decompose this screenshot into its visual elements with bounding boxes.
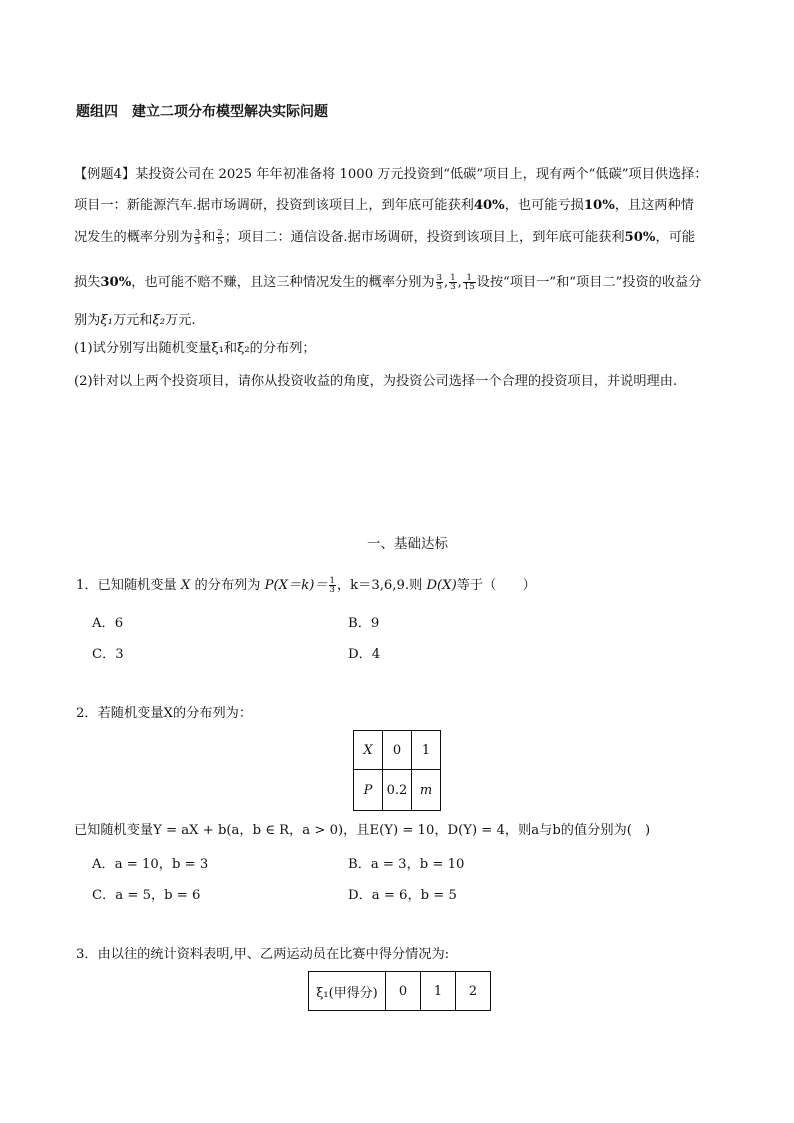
- text: 和: [202, 230, 216, 245]
- table-cell: 0.2: [383, 770, 412, 811]
- fraction: [463, 274, 476, 291]
- table-row: [354, 770, 441, 811]
- question-2-stem: [76, 705, 252, 722]
- fraction: [194, 229, 201, 246]
- denominator: 5: [436, 282, 442, 292]
- example-line-5: [74, 312, 196, 329]
- percent: 10%: [583, 198, 615, 213]
- variance-expression: D(X): [426, 578, 457, 593]
- cell-text: m: [419, 782, 433, 798]
- text: ；项目二：通信设备.据市场调研，投资到该项目上，到年底可能获利: [224, 230, 625, 245]
- text: 的分布列为: [190, 578, 265, 593]
- table-cell: ξ₁(甲得分): [309, 972, 386, 1011]
- numerator: 2: [217, 228, 223, 238]
- numerator: 1: [450, 273, 456, 283]
- text: ，k＝3,6,9.则: [336, 578, 427, 593]
- q1-option-d[interactable]: D．4: [348, 647, 381, 662]
- table-cell: [412, 770, 441, 811]
- example-line-2: [74, 197, 694, 214]
- numerator: 1: [463, 274, 476, 283]
- text: ，且这两种情: [614, 198, 694, 213]
- text: ，也可能亏损: [504, 198, 584, 213]
- q2-option-c[interactable]: C．a = 5，b = 6: [92, 888, 201, 903]
- group-heading: 题组四 建立二项分布模型解决实际问题: [76, 104, 328, 120]
- numerator: 1: [329, 576, 335, 586]
- section-title: 一、基础达标: [367, 536, 448, 552]
- text: 设按“项目一”和“项目二”投资的收益分: [476, 275, 702, 290]
- text: 已知随机变量: [97, 578, 181, 593]
- example-text: 某投资公司在 2025 年年初准备将 1000 万元投资到“低碳”项目上，现有两个“低碳”项目供选择：: [135, 167, 708, 182]
- example-line-4: 损失30%，也可能不赔不赚，且这三种情况发生的概率分别为 $\frac{3}{5}$ , $\frac{1}{3}$ , $\frac{1}{15}$ 设按“项目一”和“项目二”投资的收益分: [74, 273, 702, 292]
- fraction: [449, 274, 456, 291]
- table-cell: 2: [456, 972, 491, 1011]
- denominator: 5: [194, 237, 201, 247]
- q1-option-a[interactable]: A．6: [92, 616, 124, 631]
- example-question-2: (2)针对以上两个投资项目，请你从投资收益的角度，为投资公司选择一个合理的投资项目，并说明理由.: [74, 374, 678, 389]
- text: 若随机变量X的分布列为：: [97, 706, 253, 721]
- question-number: 2．: [76, 706, 98, 721]
- table-row: [309, 972, 491, 1011]
- text: 万元和: [112, 313, 153, 328]
- percent: 50%: [624, 230, 656, 245]
- text: 损失: [74, 275, 101, 290]
- q3-score-table: [308, 971, 491, 1011]
- text: ，可能: [655, 230, 695, 245]
- table-cell: 0: [386, 972, 421, 1011]
- fraction: [216, 229, 223, 246]
- example-line-3: [74, 229, 695, 246]
- fraction: [436, 274, 443, 291]
- text: 等于（ ）: [456, 578, 536, 593]
- table-cell: 1: [412, 731, 441, 770]
- fraction: [329, 577, 336, 594]
- denominator: 3: [450, 282, 456, 292]
- question-number: 1．: [76, 578, 98, 593]
- q2-distribution-table: [353, 730, 441, 811]
- table-cell: 0: [383, 731, 412, 770]
- question-2-condition: 已知随机变量Y = aX + b(a，b ∈ R，a > 0)，且E(Y) = 10，D(Y) = 4，则a与b的值分别为( ): [74, 823, 651, 838]
- xi-2: ξ₂: [152, 313, 166, 328]
- text: 万元.: [165, 313, 196, 328]
- example-line-1: [74, 166, 708, 183]
- q1-option-c[interactable]: C．3: [92, 647, 124, 662]
- question-1-stem: [76, 577, 536, 594]
- table-cell: 1: [421, 972, 456, 1011]
- percent: 30%: [100, 275, 132, 290]
- variable: X: [180, 578, 191, 593]
- table-cell: [354, 770, 383, 811]
- q1-option-b[interactable]: B．9: [348, 616, 380, 631]
- cell-text: X: [363, 742, 373, 758]
- q2-option-b[interactable]: B．a = 3，b = 10: [348, 857, 465, 872]
- cell-text: P: [363, 782, 373, 798]
- percent: 40%: [473, 198, 505, 213]
- q2-option-a[interactable]: A．a = 10，b = 3: [92, 857, 209, 872]
- denominator: 5: [217, 237, 223, 247]
- text: 由以往的统计资料表明,甲、乙两运动员在比赛中得分情况为:: [97, 947, 450, 962]
- denominator: 15: [463, 282, 475, 292]
- table-cell: [354, 731, 383, 770]
- denominator: 3: [329, 585, 335, 595]
- question-number: 3．: [76, 947, 98, 962]
- numerator: 3: [436, 273, 442, 283]
- probability-expression: P(X＝k)＝: [264, 578, 328, 593]
- text: 项目一：新能源汽车.据市场调研，投资到该项目上，到年底可能获利: [74, 198, 474, 213]
- numerator: 3: [194, 228, 201, 238]
- text: ，也可能不赔不赚，且这三种情况发生的概率分别为: [131, 275, 435, 290]
- text: 别为: [74, 313, 101, 328]
- example-question-1: (1)试分别写出随机变量ξ₁和ξ₂的分布列；: [74, 341, 316, 356]
- q2-option-d[interactable]: D．a = 6，b = 5: [348, 888, 457, 903]
- text: 况发生的概率分别为: [74, 230, 193, 245]
- question-3-stem: [76, 946, 449, 963]
- xi-1: ξ₁: [100, 313, 113, 328]
- table-row: [354, 731, 441, 770]
- example-label: 【例题4】: [74, 167, 136, 182]
